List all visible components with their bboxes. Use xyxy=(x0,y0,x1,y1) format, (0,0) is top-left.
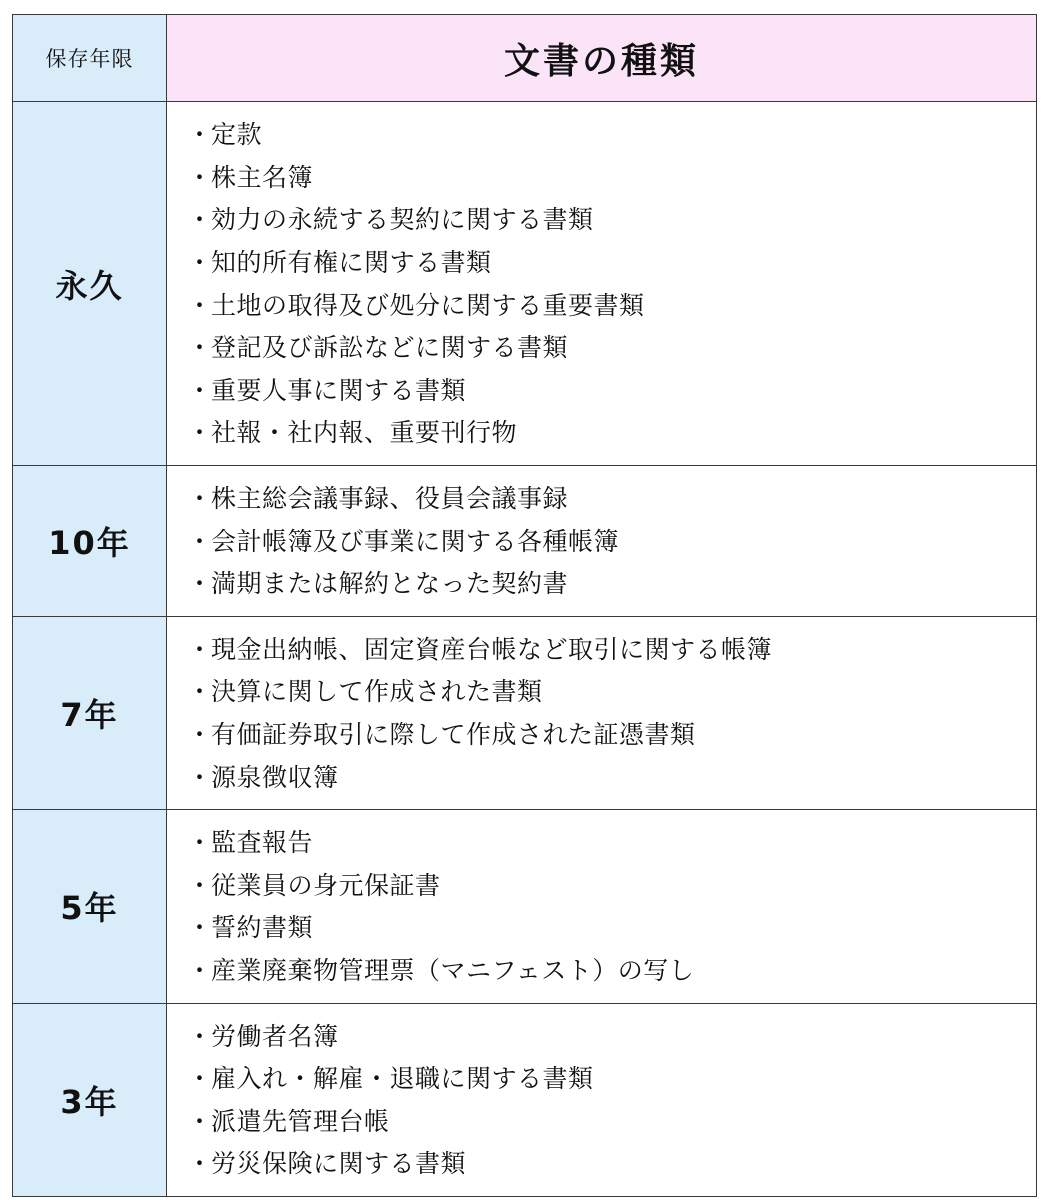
document-type-label: 源泉徴収簿 xyxy=(211,762,339,792)
list-item xyxy=(187,1016,1036,1059)
retention-period-cell: 5年 xyxy=(13,810,167,1003)
bullet-icon: ・ xyxy=(187,120,213,150)
document-type-label: 決算に関して作成された書類 xyxy=(211,677,543,707)
document-type-label: 従業員の身元保証書 xyxy=(211,870,441,900)
list-item xyxy=(187,714,1036,757)
table-row xyxy=(13,810,1037,1003)
bullet-icon: ・ xyxy=(187,162,213,192)
document-list-cell xyxy=(167,616,1037,809)
header-retention-period: 保存年限 xyxy=(13,15,167,102)
list-item xyxy=(187,242,1036,285)
list-item xyxy=(187,327,1036,370)
list-item xyxy=(187,757,1036,800)
document-list xyxy=(187,629,1036,799)
document-type-label: 株主名簿 xyxy=(211,162,314,192)
bullet-icon: ・ xyxy=(187,569,213,599)
document-type-label: 派遣先管理台帳 xyxy=(211,1106,390,1136)
document-list-cell xyxy=(167,102,1037,466)
document-type-label: 労災保険に関する書類 xyxy=(211,1149,467,1179)
list-item xyxy=(187,1101,1036,1144)
table-row xyxy=(13,102,1037,466)
document-type-label: 重要人事に関する書類 xyxy=(211,375,467,405)
document-type-label: 雇入れ・解雇・退職に関する書類 xyxy=(211,1064,594,1094)
document-type-label: 土地の取得及び処分に関する重要書類 xyxy=(211,290,645,320)
list-item xyxy=(187,521,1036,564)
list-item xyxy=(187,907,1036,950)
document-type-label: 監査報告 xyxy=(211,828,314,858)
list-item xyxy=(187,822,1036,865)
bullet-icon: ・ xyxy=(187,870,213,900)
bullet-icon: ・ xyxy=(187,634,213,664)
list-item xyxy=(187,950,1036,993)
bullet-icon: ・ xyxy=(187,955,213,985)
retention-period-cell: 10年 xyxy=(13,466,167,617)
retention-period-cell: 永久 xyxy=(13,102,167,466)
bullet-icon: ・ xyxy=(187,762,213,792)
bullet-icon: ・ xyxy=(187,205,213,235)
retention-period-cell: 7年 xyxy=(13,616,167,809)
document-type-label: 登記及び訴訟などに関する書類 xyxy=(211,333,569,363)
document-type-label: 効力の永続する契約に関する書類 xyxy=(211,205,594,235)
header-document-types: 文書の種類 xyxy=(167,15,1037,102)
table-body xyxy=(13,102,1037,1197)
list-item xyxy=(187,1058,1036,1101)
list-item xyxy=(187,671,1036,714)
document-type-label: 知的所有権に関する書類 xyxy=(211,247,492,277)
table-header-row xyxy=(13,15,1037,102)
list-item xyxy=(187,199,1036,242)
document-list xyxy=(187,822,1036,992)
list-item xyxy=(187,629,1036,672)
list-item xyxy=(187,285,1036,328)
document-type-label: 会計帳簿及び事業に関する各種帳簿 xyxy=(211,526,620,556)
document-list xyxy=(187,1016,1036,1186)
bullet-icon: ・ xyxy=(187,719,213,749)
bullet-icon: ・ xyxy=(187,418,213,448)
bullet-icon: ・ xyxy=(187,526,213,556)
document-list xyxy=(187,114,1036,455)
table-row xyxy=(13,616,1037,809)
table-row xyxy=(13,466,1037,617)
bullet-icon: ・ xyxy=(187,290,213,320)
bullet-icon: ・ xyxy=(187,333,213,363)
document-type-label: 労働者名簿 xyxy=(211,1021,339,1051)
bullet-icon: ・ xyxy=(187,1149,213,1179)
bullet-icon: ・ xyxy=(187,375,213,405)
list-item xyxy=(187,412,1036,455)
list-item xyxy=(187,114,1036,157)
bullet-icon: ・ xyxy=(187,247,213,277)
list-item xyxy=(187,370,1036,413)
bullet-icon: ・ xyxy=(187,677,213,707)
bullet-icon: ・ xyxy=(187,1106,213,1136)
bullet-icon: ・ xyxy=(187,913,213,943)
document-type-label: 株主総会議事録、役員会議事録 xyxy=(211,484,569,513)
retention-table xyxy=(12,14,1037,1197)
document-type-label: 社報・社内報、重要刊行物 xyxy=(211,418,518,448)
document-type-label: 現金出納帳、固定資産台帳など取引に関する帳簿 xyxy=(211,634,773,664)
bullet-icon: ・ xyxy=(187,1064,213,1094)
document-type-label: 満期または解約となった契約書 xyxy=(211,569,569,599)
bullet-icon: ・ xyxy=(187,484,213,513)
bullet-icon: ・ xyxy=(187,1021,213,1051)
table-row xyxy=(13,1003,1037,1196)
list-item xyxy=(187,478,1036,521)
document-type-label: 産業廃棄物管理票（マニフェスト）の写し xyxy=(211,955,695,985)
list-item xyxy=(187,563,1036,606)
document-type-label: 定款 xyxy=(211,120,263,150)
retention-period-cell: 3年 xyxy=(13,1003,167,1196)
document-list xyxy=(187,478,1036,606)
bullet-icon: ・ xyxy=(187,828,213,858)
document-list-cell xyxy=(167,466,1037,617)
list-item xyxy=(187,1143,1036,1186)
list-item xyxy=(187,865,1036,908)
document-list-cell xyxy=(167,1003,1037,1196)
list-item xyxy=(187,157,1036,200)
document-type-label: 誓約書類 xyxy=(211,913,314,943)
document-type-label: 有価証券取引に際して作成された証憑書類 xyxy=(211,719,696,749)
document-list-cell xyxy=(167,810,1037,1003)
